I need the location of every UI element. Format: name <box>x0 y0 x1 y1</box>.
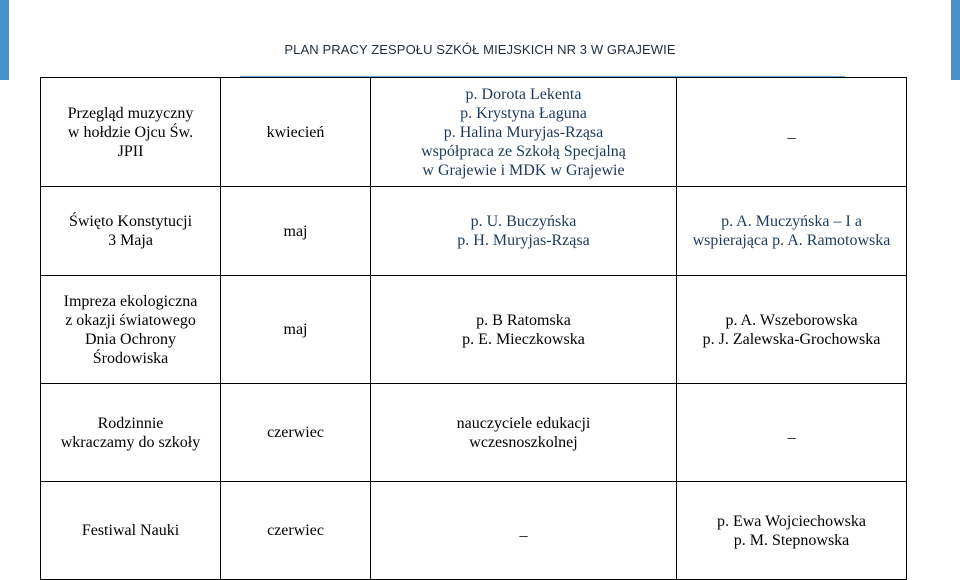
responsible-line: p. B Ratomska <box>476 311 571 329</box>
date-text: czerwiec <box>267 522 324 539</box>
page-header-title: PLAN PRACY ZESPOŁU SZKÓŁ MIEJSKICH NR 3 W GRAJEWIE <box>284 42 676 57</box>
date-text: maj <box>283 321 308 338</box>
responsible-cell <box>371 276 677 384</box>
event-line: 3 Maja <box>108 232 153 249</box>
responsible-line: p. Krystyna Łaguna <box>460 104 587 122</box>
responsible-cell <box>371 187 677 276</box>
table-row <box>41 384 907 482</box>
event-line: Przegląd muzyczny <box>67 104 194 122</box>
support-line: p. Ewa Wojciechowska <box>716 512 867 530</box>
support-line: p. A. Muczyńska – I a <box>721 213 862 230</box>
event-cell <box>41 384 221 482</box>
event-line: Środowiska <box>92 349 169 367</box>
date-cell <box>221 78 371 187</box>
responsible-cell <box>371 482 677 580</box>
responsible-cell <box>371 78 677 187</box>
date-cell <box>221 384 371 482</box>
left-edge-accent <box>0 0 9 80</box>
event-cell <box>41 78 221 187</box>
support-cell <box>677 482 907 580</box>
responsible-line: p. U. Buczyńska <box>470 213 577 230</box>
date-cell <box>221 276 371 384</box>
support-cell <box>677 187 907 276</box>
table-row <box>41 78 907 187</box>
event-cell <box>41 276 221 384</box>
responsible-line: współpraca ze Szkołą Specjalną <box>421 142 626 160</box>
support-cell <box>677 78 907 187</box>
support-line: _ <box>787 424 796 441</box>
event-line: JPII <box>117 142 144 160</box>
responsible-cell <box>371 384 677 482</box>
responsible-line: p. Dorota Lekenta <box>465 85 582 103</box>
event-line: w hołdzie Ojcu Św. <box>67 123 194 141</box>
support-line: p. J. Zalewska-Grochowska <box>702 330 881 348</box>
table-row <box>41 276 907 384</box>
event-cell <box>41 187 221 276</box>
event-cell <box>41 482 221 580</box>
work-plan-table <box>40 77 907 580</box>
support-line: p. M. Stepnowska <box>733 531 850 549</box>
responsible-line: _ <box>519 522 528 539</box>
responsible-line: wczesnoszkolnej <box>469 433 578 451</box>
event-line: Festiwal Nauki <box>81 522 180 539</box>
support-cell <box>677 384 907 482</box>
responsible-line: p. Halina Muryjas-Rząsa <box>443 123 604 141</box>
table-row <box>41 187 907 276</box>
responsible-line: w Grajewie i MDK w Grajewie <box>422 161 625 179</box>
date-text: czerwiec <box>267 424 324 441</box>
date-text: kwiecień <box>266 123 325 141</box>
event-line: wkraczamy do szkoły <box>60 433 201 451</box>
support-line: wspierająca p. A. Ramotowska <box>692 232 891 249</box>
responsible-line: p. E. Mieczkowska <box>462 330 585 348</box>
event-line: Impreza ekologiczna <box>63 292 198 310</box>
support-cell <box>677 276 907 384</box>
date-cell <box>221 482 371 580</box>
date-text: maj <box>283 222 308 240</box>
event-line: Dnia Ochrony <box>84 330 177 348</box>
responsible-line: p. H. Muryjas-Rząsa <box>457 232 590 249</box>
event-line: z okazji światowego <box>65 311 196 329</box>
table-row <box>41 482 907 580</box>
right-edge-accent <box>951 0 960 80</box>
responsible-line: nauczyciele edukacji <box>456 414 591 432</box>
event-line: Rodzinnie <box>97 414 164 432</box>
event-line: Święto Konstytucji <box>68 213 193 230</box>
support-line: _ <box>787 123 796 141</box>
support-line: p. A. Wszeborowska <box>725 311 858 329</box>
date-cell <box>221 187 371 276</box>
